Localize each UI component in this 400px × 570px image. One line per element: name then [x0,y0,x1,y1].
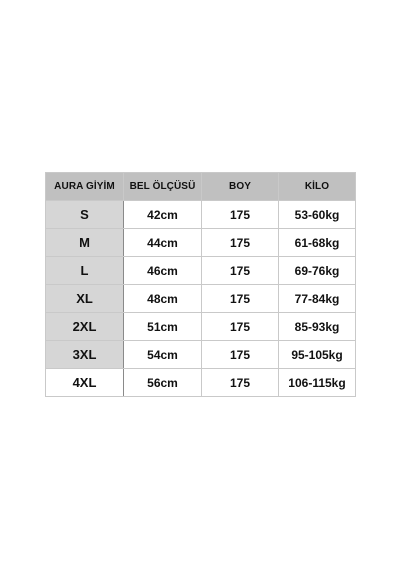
size-cell: 3XL [46,341,124,369]
size-cell: 2XL [46,313,124,341]
header-waist: BEL ÖLÇÜSÜ [124,173,202,201]
table-row [46,369,356,397]
table-header-row [46,173,356,201]
size-cell: 4XL [46,369,124,397]
table-row [46,257,356,285]
waist-cell: 48cm [124,285,202,313]
height-cell: 175 [202,369,279,397]
height-cell: 175 [202,285,279,313]
size-cell: XL [46,285,124,313]
table-row [46,201,356,229]
waist-cell: 51cm [124,313,202,341]
height-cell: 175 [202,257,279,285]
weight-cell: 53-60kg [279,201,356,229]
size-cell: S [46,201,124,229]
height-cell: 175 [202,341,279,369]
header-brand: AURA GİYİM [46,173,124,201]
weight-cell: 95-105kg [279,341,356,369]
header-weight: KİLO [279,173,356,201]
weight-cell: 85-93kg [279,313,356,341]
height-cell: 175 [202,201,279,229]
weight-cell: 77-84kg [279,285,356,313]
waist-cell: 54cm [124,341,202,369]
waist-cell: 42cm [124,201,202,229]
waist-cell: 44cm [124,229,202,257]
waist-cell: 56cm [124,369,202,397]
weight-cell: 61-68kg [279,229,356,257]
height-cell: 175 [202,229,279,257]
table-row [46,229,356,257]
weight-cell: 106-115kg [279,369,356,397]
waist-cell: 46cm [124,257,202,285]
table-row [46,313,356,341]
table-row [46,341,356,369]
weight-cell: 69-76kg [279,257,356,285]
height-cell: 175 [202,313,279,341]
header-height: BOY [202,173,279,201]
size-cell: M [46,229,124,257]
size-cell: L [46,257,124,285]
table-row [46,285,356,313]
size-chart-table [45,172,356,397]
